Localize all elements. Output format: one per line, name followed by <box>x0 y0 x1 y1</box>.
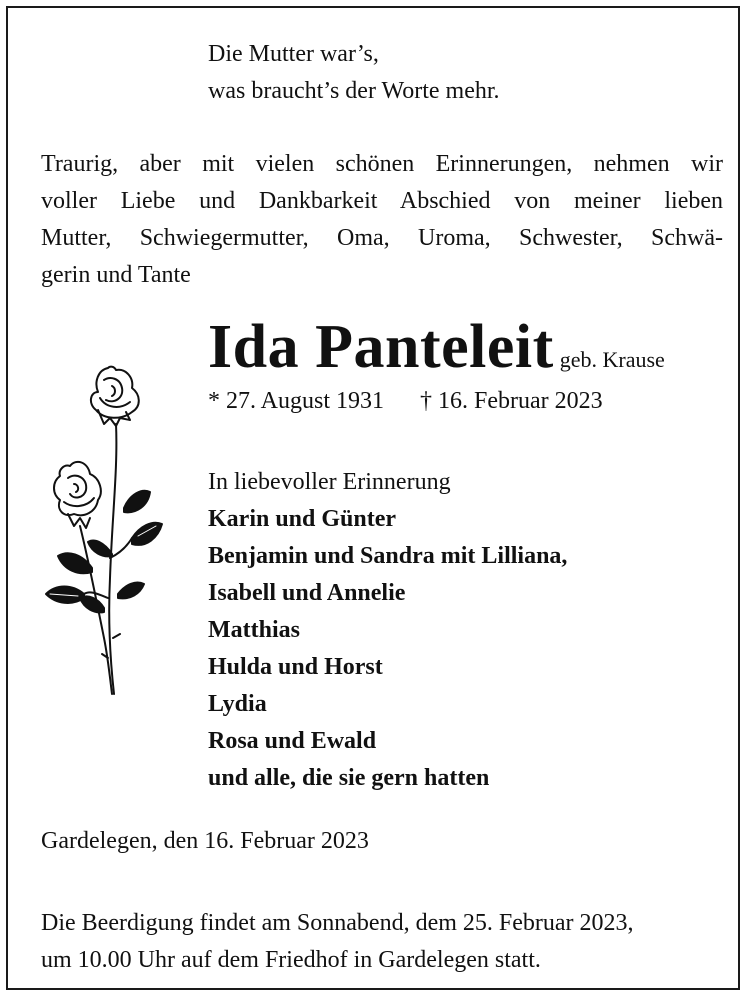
notice-frame <box>6 6 740 990</box>
intro-line: voller Liebe und Dankbarkeit Abschied von meiner lieben <box>41 188 723 214</box>
deceased-name-row <box>208 312 665 383</box>
mourner-entry: Matthias <box>208 617 300 643</box>
rose-icon <box>38 358 168 698</box>
place-date: Gardelegen, den 16. Februar 2023 <box>41 828 369 854</box>
funeral-line: um 10.00 Uhr auf dem Friedhof in Gardelegen statt. <box>41 947 541 973</box>
poem-line: Die Mutter war’s, <box>208 41 379 67</box>
mourner-entry: Hulda und Horst <box>208 654 383 680</box>
poem <box>208 36 500 110</box>
mourner-entry: Isabell und Annelie <box>208 580 406 606</box>
maiden-name: geb. Krause <box>559 347 665 372</box>
mourner-entry: Rosa und Ewald <box>208 728 377 754</box>
deceased-name: Ida Panteleit <box>208 313 554 381</box>
birth-date: * 27. August 1931 <box>208 388 385 414</box>
intro-text <box>41 146 723 294</box>
mourners-list <box>208 464 567 797</box>
mourner-entry: Karin und Günter <box>208 506 397 532</box>
funeral-info <box>41 905 634 979</box>
mourners-heading: In liebevoller Erinnerung <box>208 469 451 495</box>
intro-line: gerin und Tante <box>41 262 191 288</box>
funeral-line: Die Beerdigung findet am Sonnabend, dem 25. Februar 2023, <box>41 910 634 936</box>
intro-line: Traurig, aber mit vielen schönen Erinnerungen, nehmen wir <box>41 151 723 177</box>
mourner-entry: und alle, die sie gern hatten <box>208 765 490 791</box>
mourner-entry: Benjamin und Sandra mit Lilliana, <box>208 543 568 569</box>
death-date: † 16. Februar 2023 <box>420 388 603 414</box>
mourner-entry: Lydia <box>208 691 267 717</box>
intro-line: Mutter, Schwiegermutter, Oma, Uroma, Schwester, Schwä- <box>41 225 723 251</box>
life-dates <box>208 388 603 415</box>
poem-line: was braucht’s der Worte mehr. <box>208 78 500 104</box>
